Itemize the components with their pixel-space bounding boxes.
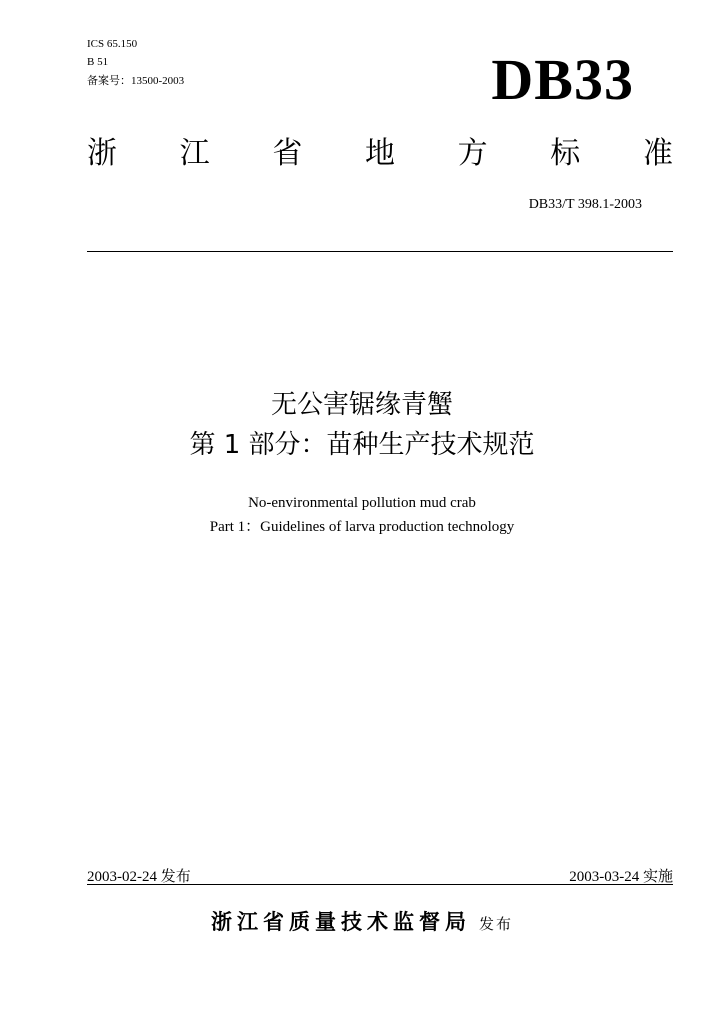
standard-type-char: 江 xyxy=(179,136,210,171)
standard-code-logo: DB33 xyxy=(491,47,634,112)
bottom-divider xyxy=(87,884,673,885)
title-en-main: No-environmental pollution mud crab xyxy=(248,495,476,511)
publisher-suffix: 发布 xyxy=(478,915,513,933)
standard-type-char: 浙 xyxy=(87,136,117,171)
publisher-line xyxy=(0,906,724,936)
standard-type-char: 方 xyxy=(457,136,488,171)
title-cn-main: 无公害锯缘青蟹 xyxy=(270,390,453,420)
standard-type-char: 省 xyxy=(272,136,303,171)
implementation-date: 2003-03-24 实施 xyxy=(569,869,673,885)
issue-date: 2003-02-24 发布 xyxy=(87,869,191,885)
classification-code: B 51 xyxy=(87,56,109,68)
standard-type-char: 地 xyxy=(364,136,395,171)
record-number: 备案号：13500-2003 xyxy=(87,75,185,87)
title-cn-part: 第 1 部分：苗种生产技术规范 xyxy=(189,430,535,460)
standard-number: DB33/T 398.1-2003 xyxy=(528,197,642,212)
standard-type-title xyxy=(87,137,673,173)
top-divider xyxy=(87,251,673,252)
standard-type-char: 准 xyxy=(642,136,673,171)
ics-code: ICS 65.150 xyxy=(87,38,138,50)
publisher-name: 浙江省质量技术监督局 xyxy=(210,910,471,934)
title-en-part: Part 1：Guidelines of larva production technology xyxy=(209,519,515,535)
standard-type-char: 标 xyxy=(550,136,581,171)
